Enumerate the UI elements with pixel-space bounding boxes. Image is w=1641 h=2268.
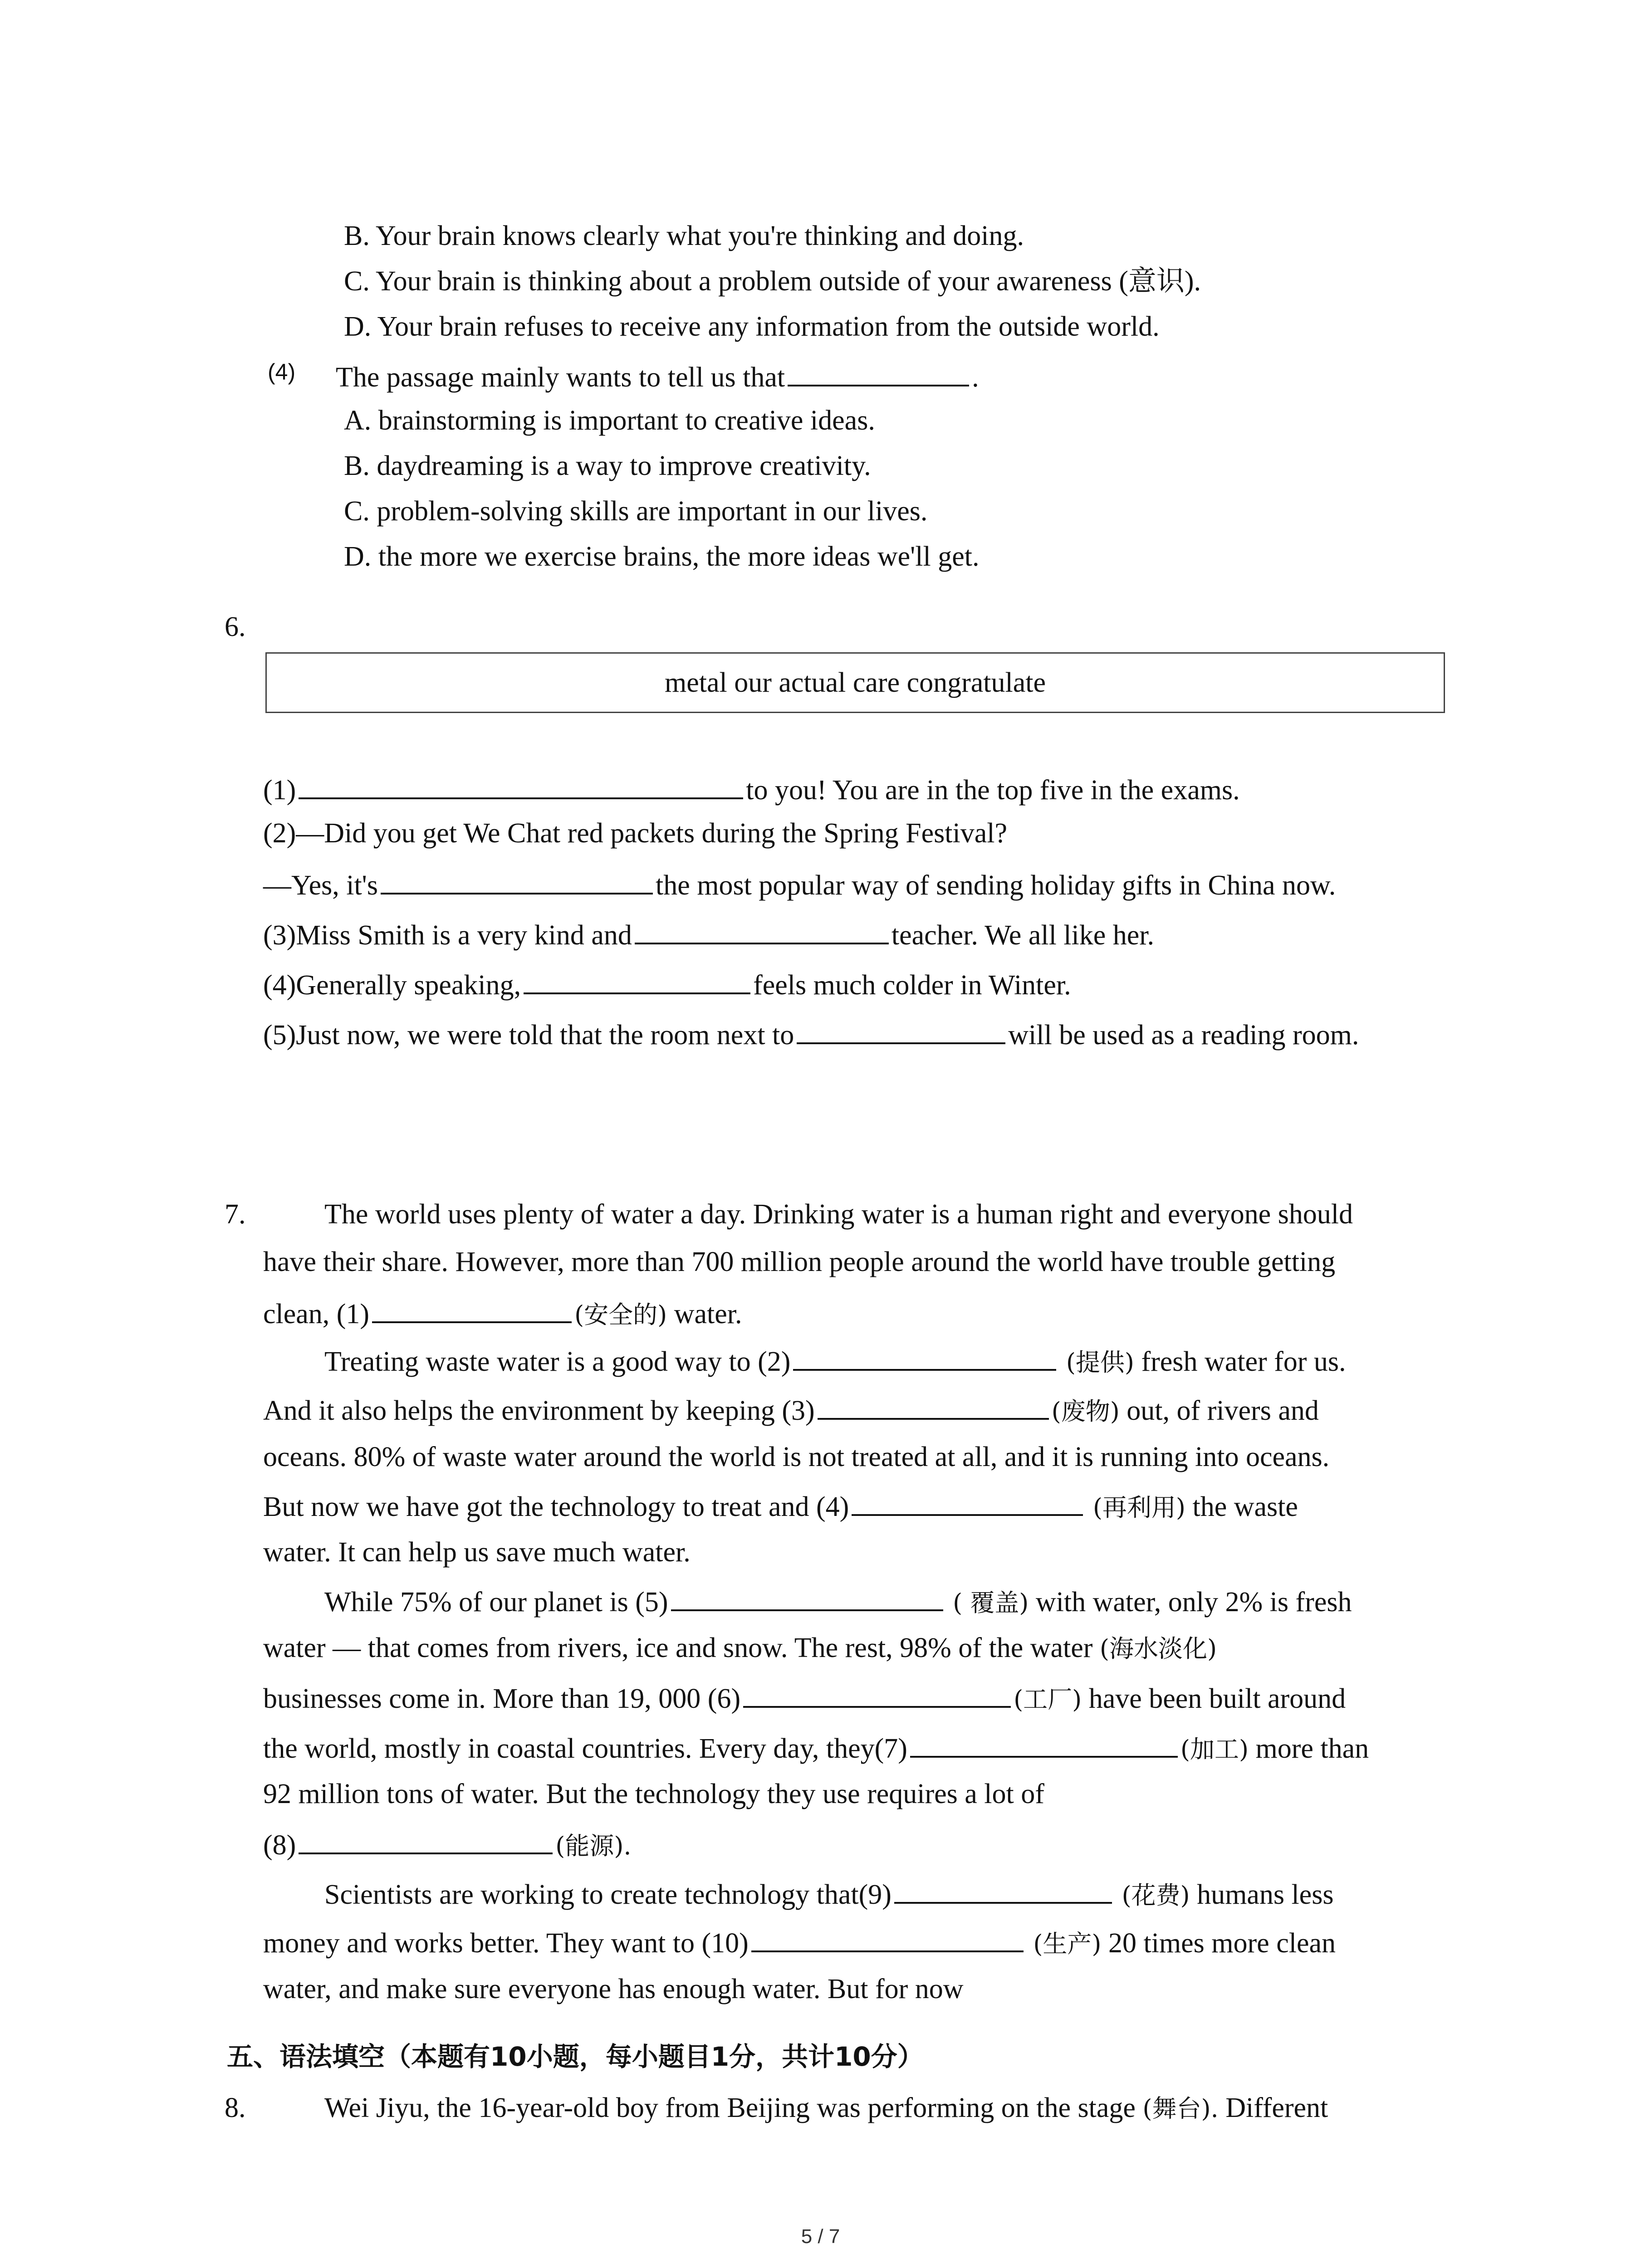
q5-sub4-number: (4) <box>268 359 296 385</box>
q5-option-b: B. Your brain knows clearly what you're thinking and doing. <box>344 220 1024 251</box>
q5-option-c: C. Your brain is thinking about a problem outside of your awareness (意识). <box>344 266 1201 297</box>
q7-blank-7-label: the world, mostly in coastal countries. Every day, they(7) <box>263 1733 907 1764</box>
q7-blank-5-label: While 75% of our planet is (5) <box>324 1587 668 1618</box>
q7-p3-line3 <box>263 1680 1346 1716</box>
q7-p4-line3: water, and make sure everyone has enough water. But for now <box>263 1974 964 2004</box>
q5-sub4-option-c: C. problem-solving skills are important in our lives. <box>344 496 928 527</box>
q7-p3-line5: 92 million tons of water. But the technology they use requires a lot of <box>263 1779 1044 1809</box>
q5-sub4-option-a: A. brainstorming is important to creative ideas. <box>344 405 875 436</box>
q7-hint-1: (安全的) <box>574 1300 667 1329</box>
q7-hint-7: (加工) <box>1180 1735 1249 1764</box>
answer-blank[interactable] <box>894 1876 1112 1904</box>
q7-p1-line1: The world uses plenty of water a day. Drinking water is a human right and everyone should <box>324 1199 1353 1230</box>
answer-blank[interactable] <box>381 866 653 894</box>
q6-item-5-start: (5)Just now, we were told that the room next to <box>263 1020 794 1051</box>
q8-number: 8. <box>225 2092 246 2123</box>
q5-sub4-stem-end: . <box>972 362 979 393</box>
q7-p3-line2-text: water — that comes from rivers, ice and snow. The rest, 98% of the water <box>263 1633 1093 1663</box>
q5-sub4-stem <box>336 358 979 394</box>
q6-item-2-reply <box>263 866 1336 902</box>
q6-item-3-start: (3)Miss Smith is a very kind and <box>263 920 632 951</box>
q7-p4-line2-end: 20 times more clean <box>1108 1928 1336 1959</box>
answer-blank[interactable] <box>299 771 743 799</box>
q7-p3-line1 <box>324 1583 1352 1619</box>
q7-p2-line2 <box>263 1392 1319 1427</box>
q7-hint-10: (生产) <box>1033 1930 1102 1958</box>
q7-hint-2: (提供) <box>1066 1348 1134 1377</box>
answer-blank[interactable] <box>818 1392 1049 1420</box>
answer-blank[interactable] <box>910 1730 1178 1758</box>
answer-blank[interactable] <box>635 916 889 944</box>
q7-p2-line4-end: the waste <box>1192 1491 1298 1522</box>
q8-line1-end: Different <box>1225 2092 1328 2123</box>
q6-word-box <box>265 652 1445 713</box>
q7-p3-line4 <box>263 1730 1369 1765</box>
q5-sub4-stem-text: The passage mainly wants to tell us that <box>336 362 785 393</box>
q7-p4-line1-end: humans less <box>1197 1879 1334 1910</box>
q7-p3-line4-end: more than <box>1255 1733 1369 1764</box>
q7-p2-line4 <box>263 1488 1298 1524</box>
q6-item-5-end: will be used as a reading room. <box>1008 1020 1359 1051</box>
q6-word-box-text: metal our actual care congratulate <box>665 667 1046 698</box>
q7-blank-1-label: clean, (1) <box>263 1299 370 1330</box>
q7-p1-line2: have their share. However, more than 700 million people around the world have trouble getting <box>263 1246 1336 1277</box>
q7-p4-line2 <box>263 1924 1336 1960</box>
q6-item-3 <box>263 916 1154 952</box>
answer-blank[interactable] <box>743 1680 1011 1708</box>
answer-blank[interactable] <box>524 966 750 994</box>
q6-item-2: (2)—Did you get We Chat red packets during the Spring Festival? <box>263 818 1007 849</box>
q7-p2-line5: water. It can help us save much water. <box>263 1537 691 1568</box>
q7-number: 7. <box>225 1199 246 1230</box>
q7-hint-8: (能源). <box>555 1832 632 1860</box>
q7-p2-line1 <box>324 1343 1346 1378</box>
q6-item-1 <box>263 771 1240 807</box>
section-title: 五、语法填空（本题有10小题，每小题目1分，共计10分） <box>227 2041 924 2072</box>
q7-p4-line1 <box>324 1876 1333 1911</box>
q7-blank-9-label: Scientists are working to create technology that(9) <box>324 1879 892 1910</box>
answer-blank[interactable] <box>671 1583 943 1611</box>
q7-p2-line1-end: fresh water for us. <box>1141 1346 1346 1377</box>
q7-p2-line2-end: out, of rivers and <box>1127 1395 1319 1426</box>
answer-blank[interactable] <box>299 1826 553 1854</box>
q6-item-4-start: (4)Generally speaking, <box>263 970 521 1001</box>
q6-number: 6. <box>225 611 246 642</box>
q7-hint-5: ( 覆盖) <box>953 1589 1029 1617</box>
q7-blank-3-label: And it also helps the environment by keeping (3) <box>263 1395 815 1426</box>
q5-sub4-option-b: B. daydreaming is a way to improve creativity. <box>344 450 871 481</box>
q7-p3-line6 <box>263 1826 632 1862</box>
q7-hint-9: (花费) <box>1122 1881 1190 1910</box>
q7-hint-3: (废物) <box>1051 1397 1120 1426</box>
answer-blank[interactable] <box>788 358 969 386</box>
q8-line1-text: Wei Jiyu, the 16-year-old boy from Beijing was performing on the stage <box>324 2092 1136 2123</box>
q6-item-4 <box>263 966 1071 1002</box>
q7-p3-line2 <box>263 1631 1217 1665</box>
q5-option-d: D. Your brain refuses to receive any information from the outside world. <box>344 311 1160 342</box>
q7-hint-6: (工厂) <box>1014 1685 1082 1714</box>
q7-blank-8-label: (8) <box>263 1830 296 1861</box>
q7-blank-2-label: Treating waste water is a good way to (2) <box>324 1346 791 1377</box>
q6-item-3-end: teacher. We all like her. <box>891 920 1155 951</box>
q7-hint-desalination: (海水淡化) <box>1099 1634 1217 1663</box>
q6-item-2-reply-start: —Yes, it's <box>263 870 378 901</box>
answer-blank[interactable] <box>751 1924 1024 1952</box>
answer-blank[interactable] <box>793 1343 1056 1371</box>
q7-blank-6-label: businesses come in. More than 19, 000 (6) <box>263 1683 741 1714</box>
q5-sub4-option-d: D. the more we exercise brains, the more ideas we'll get. <box>344 541 980 572</box>
answer-blank[interactable] <box>852 1488 1083 1516</box>
q6-item-2-reply-end: the most popular way of sending holiday gifts in China now. <box>655 870 1336 901</box>
answer-blank[interactable] <box>797 1016 1005 1044</box>
q7-blank-4-label: But now we have got the technology to treat and (4) <box>263 1491 849 1522</box>
q8-hint-stage: (舞台). <box>1142 2094 1219 2123</box>
q6-item-1-text: to you! You are in the top five in the exams. <box>746 775 1240 806</box>
q7-p3-line3-end: have been built around <box>1088 1683 1346 1714</box>
q7-p1-line3-end: water. <box>674 1299 742 1330</box>
q6-item-4-end: feels much colder in Winter. <box>753 970 1071 1001</box>
q7-p3-line1-end: with water, only 2% is fresh <box>1035 1587 1352 1618</box>
page-number: 5 / 7 <box>801 2225 840 2248</box>
q8-line1 <box>324 2091 1328 2125</box>
q6-item-5 <box>263 1016 1359 1052</box>
q7-p1-line3 <box>263 1295 742 1331</box>
q7-blank-10-label: money and works better. They want to (10) <box>263 1928 749 1959</box>
answer-blank[interactable] <box>372 1295 572 1323</box>
q7-p2-line3: oceans. 80% of waste water around the world is not treated at all, and it is running into oceans. <box>263 1442 1330 1472</box>
q6-item-1-label: (1) <box>263 775 296 806</box>
q7-hint-4: (再利用) <box>1092 1493 1185 1522</box>
